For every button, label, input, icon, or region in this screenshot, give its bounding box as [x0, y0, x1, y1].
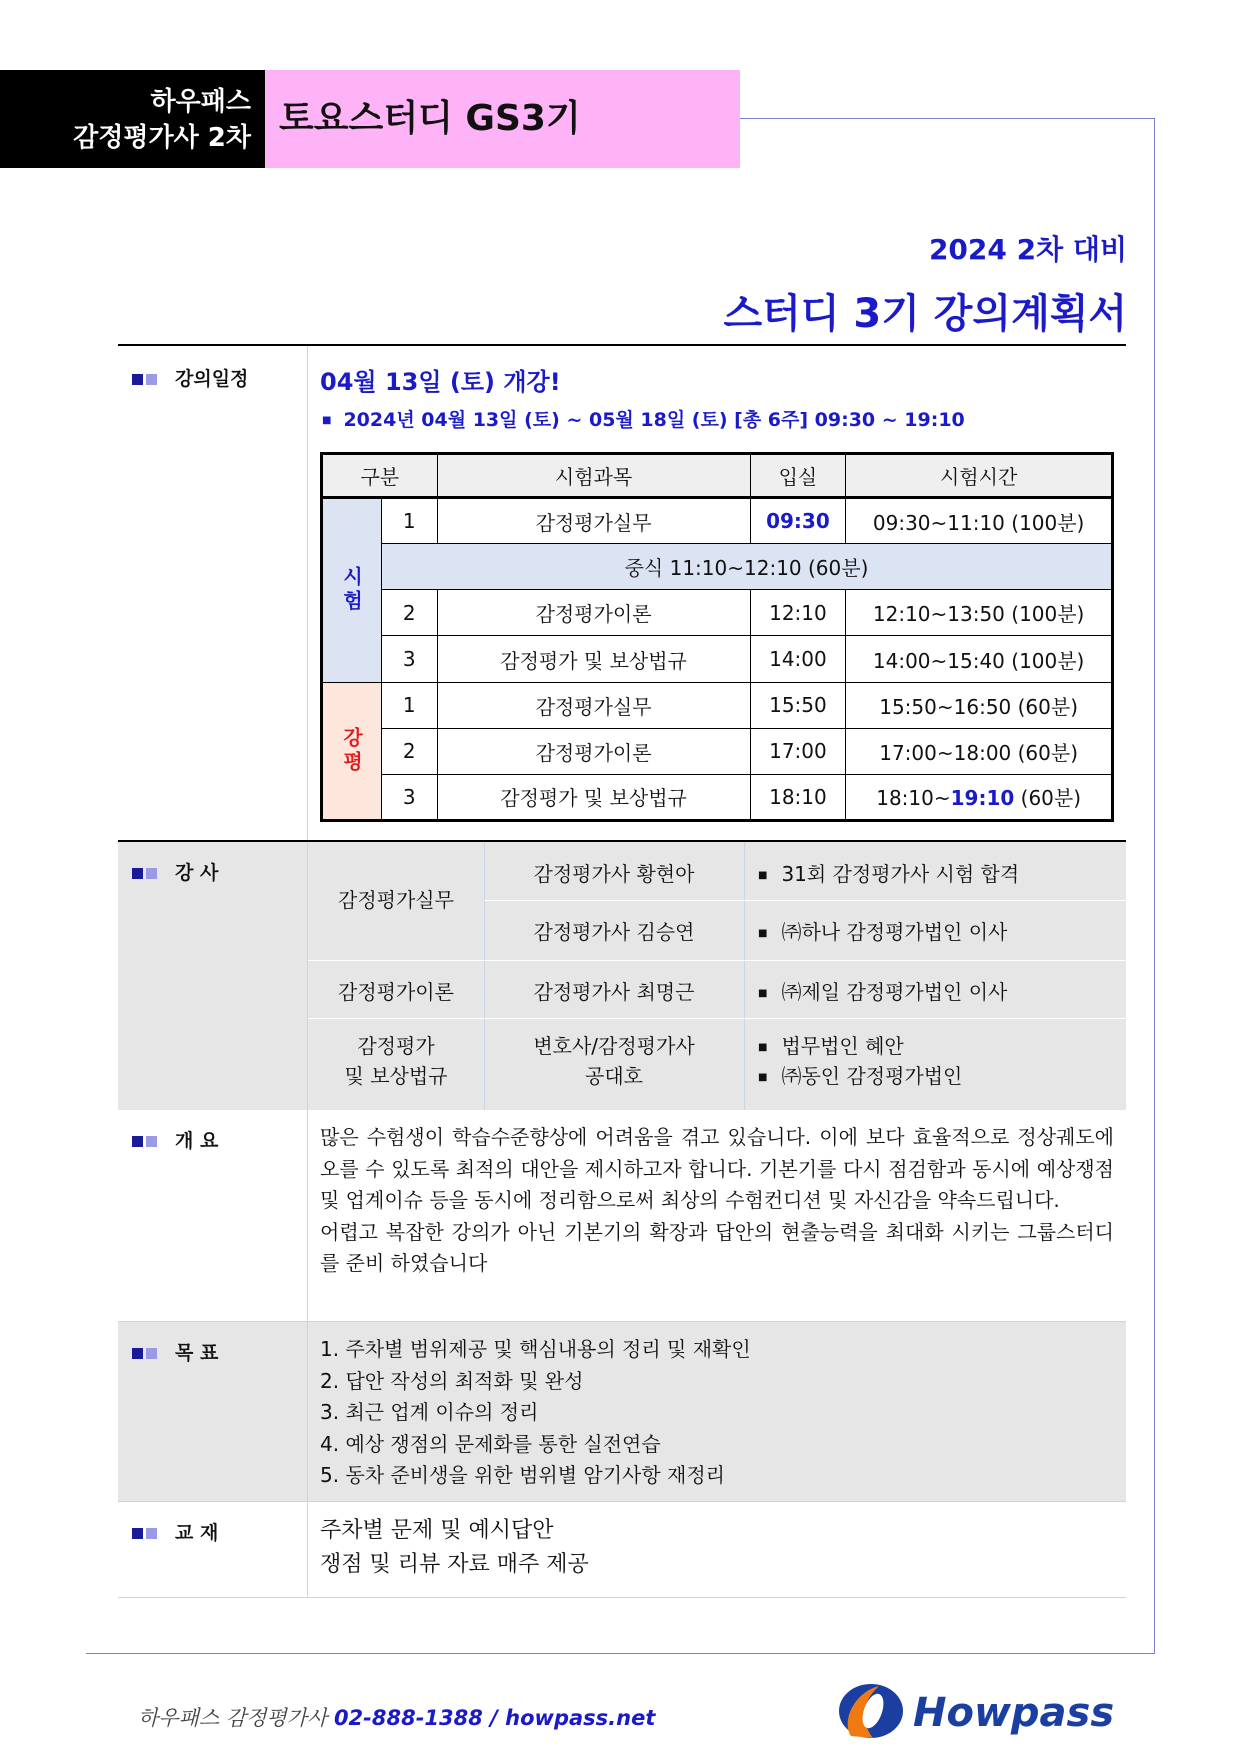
- lunch-text: 중식 11:10~12:10 (60분): [382, 544, 1113, 590]
- overview-label: 개 요: [132, 1126, 218, 1153]
- brand-line2: 감정평가사 2차: [73, 123, 251, 153]
- square-bullet-icon: ■: [758, 988, 768, 999]
- list-item: 3. 최근 업계 이슈의 정리: [320, 1400, 539, 1424]
- list-item: 5. 동차 준비생을 위한 범위별 암기사항 재정리: [320, 1463, 725, 1487]
- row-time: 14:00~15:40 (100분): [846, 636, 1113, 682]
- square-bullet-icon: [132, 1348, 143, 1359]
- row-entry: 18:10: [750, 774, 846, 820]
- row-entry: 12:10: [750, 590, 846, 636]
- exam-group-label: 시험: [322, 498, 382, 683]
- document-title: 스터디 3기 강의계획서: [723, 291, 1127, 337]
- list-item: 4. 예상 쟁점의 문제화를 통한 실전연습: [320, 1431, 661, 1456]
- row-number: 3: [382, 774, 438, 820]
- row-entry: 15:50: [750, 682, 846, 728]
- frame-line-bottom: [86, 1653, 1155, 1654]
- header-time: 시험시간: [846, 454, 1113, 498]
- row-number: 1: [382, 498, 438, 544]
- instructor-career: ■ ㈜제일 감정평가법인 이사: [758, 980, 1008, 1004]
- instructors-section: [118, 842, 1126, 1110]
- table-header-row: [322, 454, 1113, 498]
- square-bullet-icon: ■: [322, 415, 332, 426]
- row-entry: 14:00: [750, 636, 846, 682]
- instructor-career: ■ ㈜하나 감정평가법인 이사: [758, 920, 1008, 944]
- list-item: 1. 주차별 범위제공 및 핵심내용의 정리 및 재확인: [320, 1337, 751, 1361]
- row-number: 3: [382, 636, 438, 682]
- row-subject: 감정평가 및 보상법규: [437, 774, 750, 820]
- instructor-name: 감정평가사 김승연: [533, 920, 695, 944]
- list-item: 쟁점 및 리뷰 자료 매주 제공: [320, 1552, 589, 1577]
- materials-section: [118, 1502, 1126, 1598]
- row-number: 1: [382, 682, 438, 728]
- row-number: 2: [382, 728, 438, 774]
- exam-schedule-table: [320, 452, 1114, 822]
- instructor-name: 감정평가사 황현아: [533, 862, 695, 886]
- table-row: [322, 636, 1113, 682]
- row-entry: 09:30: [750, 498, 846, 544]
- row-time: 12:10~13:50 (100분): [846, 590, 1113, 636]
- materials-label: 교 재: [132, 1518, 218, 1545]
- table-row: [322, 590, 1113, 636]
- opening-date: 04월 13일 (토) 개강!: [320, 368, 561, 396]
- overview-text: 많은 수험생이 학습수준향상에 어려움을 겪고 있습니다. 이에 보다 효율적으로 정상궤도에 오를 수 있도록 최적의 대안을 제시하고자 합니다. 기본기를 다시 점검함과 동시에 예상쟁점 및 업계이슈 등을 동시에 정리함으로써 최상의 수험컨디션 및 자신감을 약속드립니다. 어렵고 복잡한 강의가 아닌 기본기의 확장과 답안의 현출능력을 최대화 시키는 그룹스터디를 준비 하였습니다: [320, 1125, 1114, 1275]
- howpass-logo: [833, 1680, 1123, 1740]
- goals-list: [320, 1334, 1114, 1492]
- subject-theory: 감정평가이론: [338, 980, 454, 1004]
- square-bullet-icon: [146, 1136, 157, 1147]
- square-bullet-icon: ■: [758, 870, 768, 881]
- row-time: 18:10~19:10 (60분): [846, 774, 1113, 820]
- table-row: [322, 498, 1113, 544]
- row-time: 15:50~16:50 (60분): [846, 682, 1113, 728]
- instructor-name: 변호사/감정평가사: [533, 1034, 695, 1058]
- instructor-career: ■ 법무법인 혜안: [758, 1034, 904, 1058]
- goals-section: [118, 1322, 1126, 1502]
- subject-practice: 감정평가실무: [338, 888, 454, 912]
- schedule-label: 강의일정: [132, 364, 248, 391]
- square-bullet-icon: ■: [758, 928, 768, 939]
- header-entry: 입실: [750, 454, 846, 498]
- overview-section: [118, 1110, 1126, 1322]
- course-name: 토요스터디 GS3기: [265, 70, 740, 168]
- lunch-row: [322, 544, 1113, 590]
- document-subtitle: 2024 2차 대비: [928, 233, 1127, 266]
- row-subject: 감정평가이론: [437, 728, 750, 774]
- brand-line1: 하우패스: [150, 87, 251, 117]
- row-subject: 감정평가 및 보상법규: [437, 636, 750, 682]
- header-category: 구분: [322, 454, 438, 498]
- square-bullet-icon: ■: [758, 1042, 768, 1053]
- frame-line-top: [740, 118, 1155, 119]
- materials-list: [320, 1514, 1114, 1582]
- table-row: [322, 728, 1113, 774]
- row-time: 17:00~18:00 (60분): [846, 728, 1113, 774]
- row-subject: 감정평가이론: [437, 590, 750, 636]
- row-number: 2: [382, 590, 438, 636]
- subject-law-line2: 및 보상법규: [344, 1064, 448, 1088]
- review-group-label: 강평: [322, 682, 382, 820]
- list-item: 주차별 문제 및 예시답안: [320, 1518, 554, 1543]
- square-bullet-icon: [132, 1528, 143, 1539]
- instructors-label: 강 사: [132, 858, 218, 885]
- instructor-career: ■ 31회 감정평가사 시험 합격: [758, 862, 1020, 886]
- brand-box: [0, 70, 265, 168]
- list-item: 2. 답안 작성의 최적화 및 완성: [320, 1368, 584, 1393]
- instructors-grid: [308, 842, 1126, 1110]
- instructor-name: 감정평가사 최명근: [533, 980, 695, 1004]
- row-subject: 감정평가실무: [437, 682, 750, 728]
- header-subject: 시험과목: [437, 454, 750, 498]
- square-bullet-icon: ■: [758, 1072, 768, 1083]
- square-bullet-icon: [146, 374, 157, 385]
- table-row: [322, 774, 1113, 820]
- square-bullet-icon: [132, 1136, 143, 1147]
- square-bullet-icon: [146, 1348, 157, 1359]
- square-bullet-icon: [132, 868, 143, 879]
- howpass-logo-icon: [833, 1680, 1123, 1740]
- footer-contact: 하우패스 감정평가사 02-888-1388 / howpass.net: [138, 1706, 656, 1730]
- square-bullet-icon: [146, 1528, 157, 1539]
- schedule-range: ■ 2024년 04월 13일 (토) ~ 05월 18일 (토) [총 6주] 09:30 ~ 19:10: [322, 409, 965, 431]
- row-subject: 감정평가실무: [437, 498, 750, 544]
- frame-line-right: [1154, 118, 1155, 1654]
- square-bullet-icon: [132, 374, 143, 385]
- table-row: [322, 682, 1113, 728]
- instructor-name: 공대호: [585, 1064, 643, 1088]
- row-entry: 17:00: [750, 728, 846, 774]
- row-time: 09:30~11:10 (100분): [846, 498, 1113, 544]
- subject-law-line1: 감정평가: [357, 1034, 435, 1058]
- goals-label: 목 표: [132, 1338, 218, 1365]
- square-bullet-icon: [146, 868, 157, 879]
- svg-text:Howpass: Howpass: [913, 1690, 1115, 1736]
- instructor-career: ■ ㈜동인 감정평가법인: [758, 1064, 963, 1088]
